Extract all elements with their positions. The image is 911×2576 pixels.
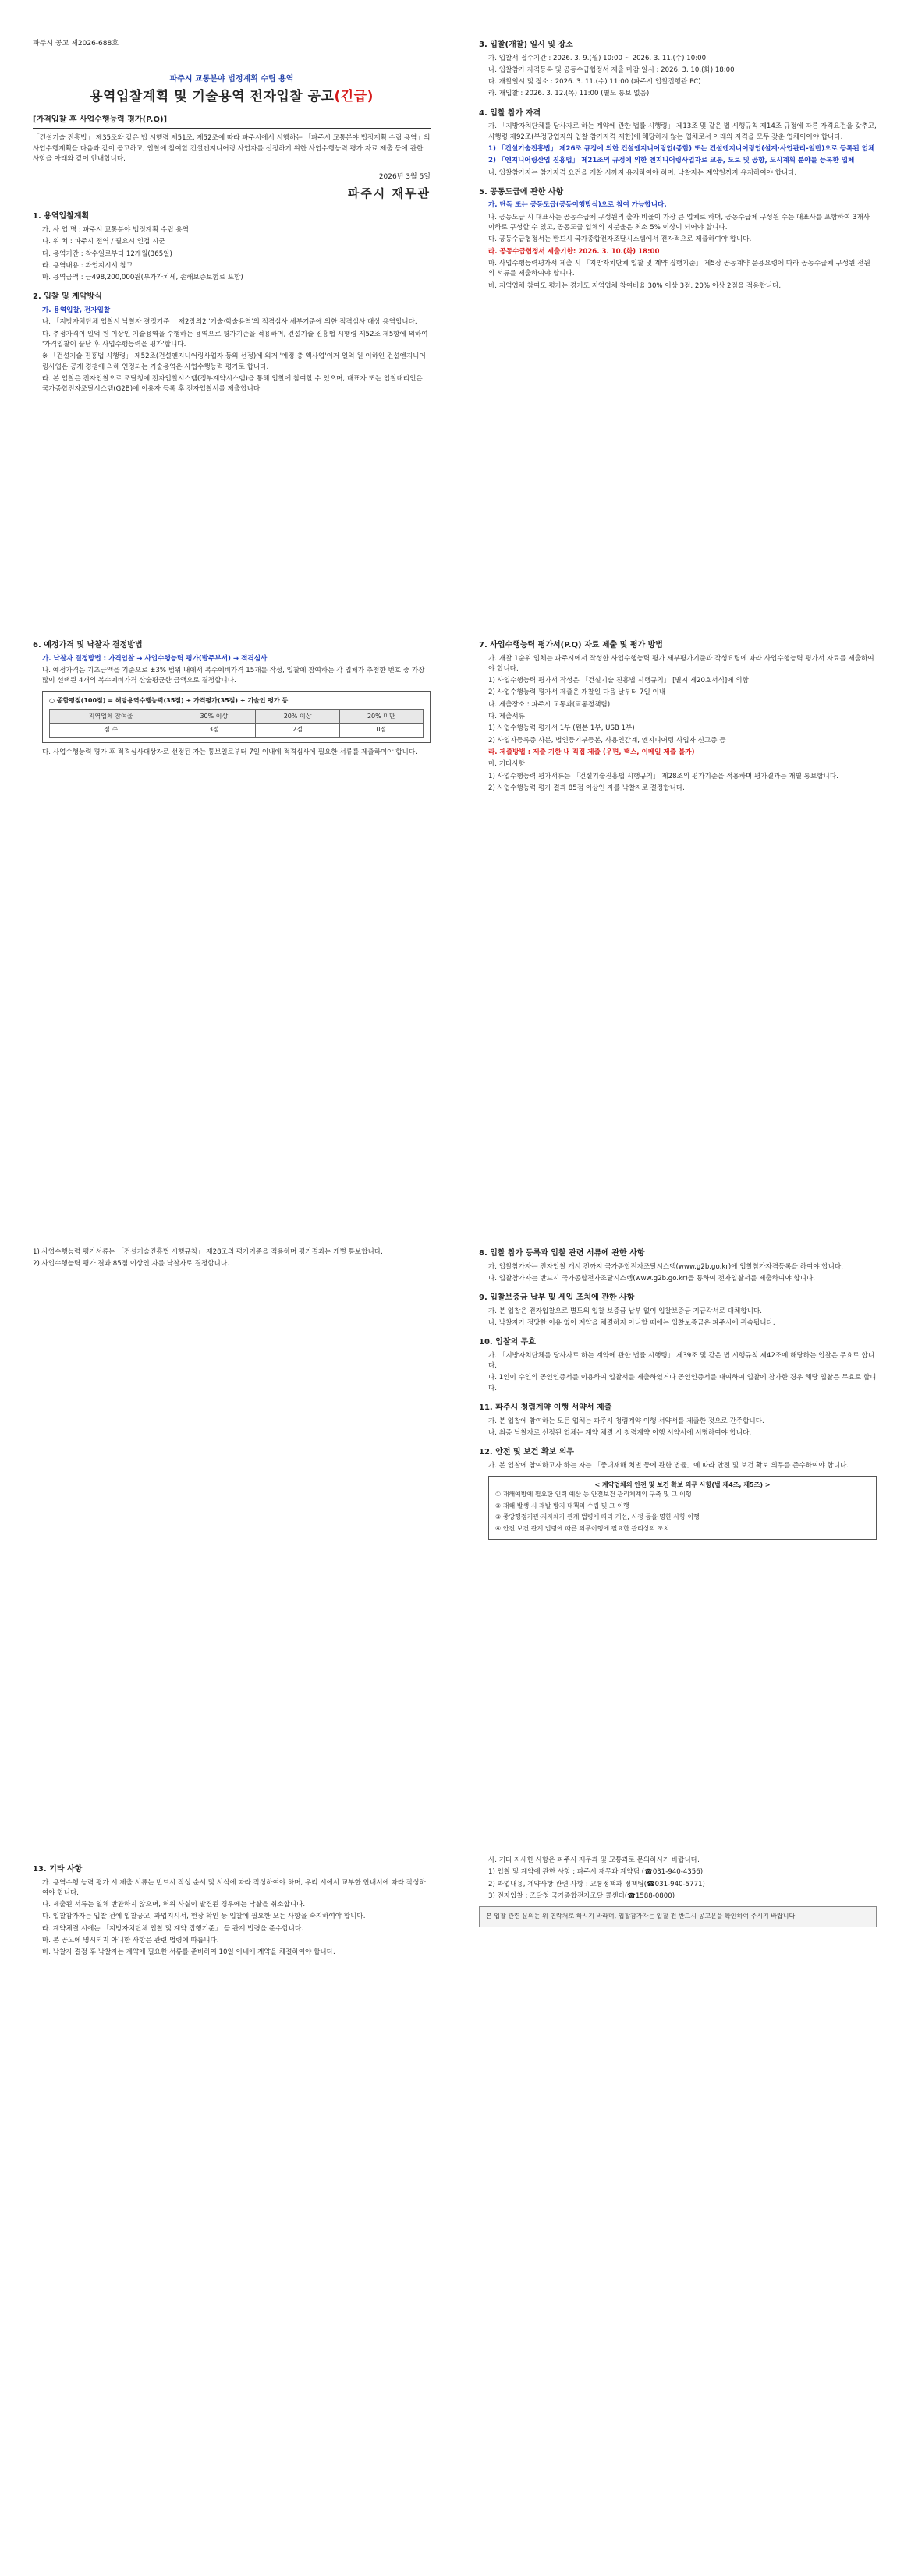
section-11-body	[479, 1417, 877, 1439]
table-row	[50, 724, 424, 737]
section-9-body	[479, 1307, 877, 1329]
s7-c1: 1) 사업수행능력 평가서 1부 (원본 1부, USB 1부)	[488, 724, 635, 733]
section-3-list	[479, 54, 877, 100]
s11-b: 나. 최종 낙찰자로 선정된 업체는 계약 체결 시 청렴계약 이행 서약서에 서명하여야 합니다.	[488, 1428, 752, 1437]
table-cell: 0점	[339, 724, 423, 737]
s2-note: ※ 「건설기술 진흥법 시행령」 제52조(건설엔지니어링사업자 등의 선정)에 의거 '예정 총 액사업'이거 일억 원 이하인 건설엔지니어링사업은 공개 경쟁에 의해 인정되는 기술용역은 사업수행능력 평가로 합니다.	[42, 352, 426, 371]
s7-b: 나. 제출장소 : 파주시 교통과(교통정책팀)	[488, 700, 611, 709]
s10-a: 가. 「지방자치단체를 당사자로 하는 계약에 관한 법률 시행령」 제39조 및 같은 법 시행규칙 제42조에 해당하는 입찰은 무효로 합니다.	[488, 1351, 875, 1371]
table-header-cell: 지역업체 참여율	[50, 709, 172, 723]
page1-left-column	[33, 39, 431, 396]
s7-a: 가. 개찰 1순위 업체는 파주시에서 작성한 사업수행능력 평가 세부평가기준과 작성요령에 따라 사업수행능력 평가서 자료를 제출하여야 합니다.	[488, 654, 874, 673]
table-cell: 2점	[256, 724, 339, 737]
urgent-label: (긴급)	[334, 89, 374, 105]
section-11-title: 11. 파주시 청렴계약 이행 서약서 제출	[479, 1403, 612, 1412]
issuer: 파주시 재무관	[347, 186, 431, 201]
section-12-title: 12. 안전 및 보건 확보 의무	[479, 1448, 575, 1457]
notice-number: 파주시 공고 제2026-688호	[33, 40, 119, 48]
section-9-title: 9. 입찰보증금 납부 및 세입 조치에 관한 사항	[479, 1293, 635, 1303]
s4-a1: 1) 「건설기술진흥법」 제26조 규정에 의한 건설엔지니어링업(종합) 또는 건설엔지니어링업(설계·사업관리-일반)으로 등록된 업체	[488, 144, 875, 153]
s10-b: 나. 1인이 수인의 공인인증서를 이용하여 입찰서를 제출하였거나 공인인증서를 대여하여 입찰에 참가한 경우 해당 입찰은 무효로 합니다.	[488, 1374, 877, 1392]
contact-item: 1) 입찰 및 계약에 관한 사항 : 파주시 재무과 계약팀 (☎031-940-4356)	[488, 1868, 704, 1877]
table-header-cell: 20% 이상	[256, 709, 339, 723]
s3-item: 라. 재입찰 : 2026. 3. 12.(목) 11:00 (별도 통보 없음)	[488, 90, 650, 98]
s13-f: 바. 낙찰자 결정 후 낙찰자는 계약에 필요한 서류를 준비하여 10일 이내에 계약을 체결하여야 합니다.	[42, 1948, 335, 1957]
s13-b: 나. 제출된 서류는 일체 반환하지 않으며, 허위 사실이 발견된 경우에는 낙찰을 취소합니다.	[42, 1901, 306, 1909]
section-6-body	[33, 654, 431, 758]
safety-box-title: < 계약업체의 안전 및 보건 확보 의무 사항(법 제4조, 제5조) >	[594, 1481, 771, 1488]
section-4-title: 4. 입찰 참가 자격	[479, 108, 541, 118]
s7-a1: 1) 사업수행능력 평가서 작성은 「건설기술 진흥법 시행규칙」 [별지 제20호서식]에 의함	[488, 677, 749, 685]
page4-right-column	[479, 1856, 877, 1927]
section-7-body	[479, 654, 877, 794]
bracket-title: [가격입찰 후 사업수행능력 평가(P.Q)]	[33, 115, 168, 124]
section-8-body	[479, 1262, 877, 1285]
section-2-title: 2. 입찰 및 계약방식	[33, 292, 102, 302]
title-divider	[33, 128, 431, 129]
s9-b: 나. 낙찰자가 정당한 이유 없이 계약을 체결하지 아니할 때에는 입찰보증금은 파주시에 귀속됩니다.	[488, 1318, 775, 1327]
s3-item: 가. 입찰서 접수기간 : 2026. 3. 9.(월) 10:00 ~ 2026. 3. 11.(수) 10:00	[488, 54, 707, 62]
s2-a: 가. 용역입찰, 전자입찰	[42, 306, 111, 314]
section-5-body	[479, 200, 877, 292]
safety-item: ④ 안전·보건 관계 법령에 따른 의무이행에 필요한 관리상의 조치	[495, 1524, 670, 1532]
section-10-body	[479, 1351, 877, 1394]
s1-item: 라. 용역내용 : 과업지시서 참고	[42, 261, 133, 270]
score-title: ○ 종합평점(100점) = 해당용역수행능력(35점) + 가격평가(35점) + 기술인 평가 등	[49, 697, 289, 705]
regional-participation-table	[49, 709, 424, 738]
s1-item: 나. 위 치 : 파주시 전역 / 필요시 인접 시군	[42, 238, 165, 246]
s5-b: 나. 공동도급 시 대표사는 공동수급체 구성원의 출자 비율이 가장 큰 업체로 하며, 공동수급체 구성원 수는 대표사를 포함하여 3개사 이하로 구성할 수 있고, 공동도급 업체의 지분율은 최소 5% 이상이 되어야 합니다.	[488, 213, 870, 232]
section-1-title: 1. 용역입찰계획	[33, 212, 90, 221]
s13-d: 라. 계약체결 시에는 「지방자치단체 입찰 및 계약 집행기준」 등 관계 법령을 준수합니다.	[42, 1924, 303, 1933]
s6-c: 다. 사업수행능력 평가 후 적격심사대상자로 선정된 자는 통보일로부터 7일 이내에 적격심사에 필요한 서류를 제출하여야 합니다.	[42, 748, 417, 756]
s13-g: 사. 기타 자세한 사항은 파주시 재무과 및 교통과로 문의하시기 바랍니다.	[488, 1856, 700, 1864]
s7-e2: 2) 사업수행능력 평가 결과 85점 이상인 자를 낙찰자로 결정합니다.	[488, 784, 685, 792]
s12-a: 가. 본 입찰에 참여하고자 하는 자는 「중대재해 처벌 등에 관한 법률」에 따라 안전 및 보건 확보 의무를 준수하여야 합니다.	[488, 1461, 849, 1470]
s13-e: 마. 본 공고에 명시되지 아니한 사항은 관련 법령에 따릅니다.	[42, 1937, 219, 1945]
section-2-body	[33, 306, 431, 395]
s2-c: 다. 추정가격이 일억 원 이상인 기술용역을 수행하는 용역으로 평가기준을 적용하며, 건설기술 진흥법 시행령 제52조 제5항에 의하여 '가격입찰이 끝난 후 사업수행능력을 평가'합니다.	[42, 330, 428, 349]
main-title-text: 용역입찰계획 및 기술용역 전자입찰 공고	[90, 89, 335, 105]
page2-right-column	[479, 639, 877, 795]
s7-c: 다. 제출서류	[488, 713, 525, 721]
safety-item: ③ 중앙행정기관·지자체가 관계 법령에 따라 개선, 시정 등을 명한 사항 이행	[495, 1513, 700, 1521]
section-12-body	[479, 1461, 877, 1540]
s7-c2: 2) 사업자등록증 사본, 법인등기부등본, 사용인감계, 엔지니어링 사업자 신고증 등	[488, 736, 726, 745]
s6-a: 가. 낙찰자 결정방법 : 가격입찰 → 사업수행능력 평가(발주부서) → 적격심사	[42, 654, 268, 663]
section-10-title: 10. 입찰의 무효	[479, 1338, 536, 1347]
safety-item: ① 재해예방에 필요한 인력 예산 등 안전보건 관리체계의 구축 및 그 이행	[495, 1491, 692, 1499]
contact-item: 2) 과업내용, 계약사항 관련 사항 : 교통정책과 정책팀(☎031-940-5771)	[488, 1880, 705, 1888]
s8-a: 가. 입찰참가자는 전자입찰 개시 전까지 국가종합전자조달시스템(www.g2b.go.kr)에 입찰참가자격등록을 하여야 합니다.	[488, 1262, 843, 1271]
page3-right-column	[479, 1247, 877, 1540]
s8-b: 나. 입찰참가자는 반드시 국가종합전자조달시스템(www.g2b.go.kr)을 통하여 전자입찰서를 제출하여야 합니다.	[488, 1274, 815, 1283]
main-title	[33, 87, 431, 107]
s3-item: 나. 입찰참가 자격등록 및 공동수급협정서 제출 마감 일시 : 2026. 3. 10.(화) 18:00	[488, 65, 735, 74]
table-header-cell: 30% 이상	[172, 709, 256, 723]
section-8-title: 8. 입찰 참가 등록과 입찰 관련 서류에 관한 사항	[479, 1249, 645, 1258]
section-13-body	[33, 1878, 431, 1959]
table-header-cell: 20% 미만	[339, 709, 423, 723]
notice-date: 2026년 3월 5일	[378, 173, 431, 182]
s5-d: 라. 공동수급협정서 제출기한: 2026. 3. 10.(화) 18:00	[488, 247, 660, 256]
s1-item: 마. 용역금액 : 금498,200,000원(부가가치세, 손해보증보험료 포함)	[42, 274, 243, 282]
section-3-title: 3. 입찰(개찰) 일시 및 장소	[479, 41, 573, 49]
section-5-title: 5. 공동도급에 관한 사항	[479, 187, 564, 196]
sub-title: 파주시 교통분야 법정계획 수립 용역	[169, 74, 294, 83]
page2-left-column	[33, 639, 431, 759]
s5-e: 마. 사업수행능력평가서 제출 시 「지방자치단체 입찰 및 계약 집행기준」 제5장 공동계약 운용요령에 따라 공동수급체 구성원 전원의 서류를 제출하여야 합니다.	[488, 259, 870, 278]
s7-d: 라. 제출방법 : 제출 기한 내 직접 제출 (우편, 팩스, 이메일 제출 불가)	[488, 748, 695, 756]
section-4-body	[479, 122, 877, 179]
section-6-title: 6. 예정가격 및 낙찰자 결정방법	[33, 641, 143, 649]
p3-continuation: 1) 사업수행능력 평가서류는 「건설기술진흥법 시행규칙」 제28조의 평가기준을 적용하며 평가결과는 개별 통보합니다.	[33, 1248, 383, 1256]
table-cell: 3점	[172, 724, 256, 737]
page1-right-column	[479, 39, 877, 293]
safety-item: ② 재해 발생 시 재발 방지 대책의 수립 및 그 이행	[495, 1502, 629, 1509]
s7-e: 마. 기타사항	[488, 760, 525, 769]
s5-c: 다. 공동수급협정서는 반드시 국가종합전자조달시스템에서 전자적으로 제출하여야 합니다.	[488, 235, 752, 244]
s3-item: 다. 개찰일시 및 장소 : 2026. 3. 11.(수) 11:00 (파주시 입찰집행관 PC)	[488, 78, 701, 87]
s6-b: 나. 예정가격은 기초금액을 기준으로 ±3% 범위 내에서 복수예비가격 15개를 작성, 입찰에 참여하는 각 업체가 추첨한 번호 중 가장 많이 선택된 4개의 복수예비가격 산술평균한 금액으로 결정합니다.	[42, 666, 425, 685]
s4-b: 나. 입찰참가자는 참가자격 요건을 개찰 시까지 유지하여야 하며, 낙찰자는 계약일까지 유지하여야 합니다.	[488, 168, 797, 177]
s9-a: 가. 본 입찰은 전자입찰으로 별도의 입찰 보증금 납부 없이 입찰보증금 지급각서로 대체합니다.	[488, 1307, 762, 1315]
score-box	[42, 691, 431, 742]
s5-a: 가. 단독 또는 공동도급(공동이행방식)으로 참여 가능합니다.	[488, 201, 667, 210]
table-cell: 점 수	[50, 724, 172, 737]
s1-item: 다. 용역기간 : 착수일로부터 12개월(365일)	[42, 249, 172, 258]
section-7-title: 7. 사업수행능력 평가서(P.Q) 자료 제출 및 평가 방법	[479, 641, 663, 649]
section-1-list	[33, 225, 431, 284]
s1-item: 가. 사 업 명 : 파주시 교통분야 법정계획 수립 용역	[42, 225, 189, 234]
s4-a: 가. 「지방자치단체를 당사자로 하는 계약에 관한 법률 시행령」 제13조 및 같은 법 시행규칙 제14조 규정에 따른 자격요건을 갖추고, 시행령 제92조(부정당업자의 입찰 참가자격 제한)에 해당하지 않는 업체로서 아래의 자격을 모두 갖춘 업체이어야 합니다.	[488, 122, 877, 141]
s4-a2: 2) 「엔지니어링산업 진흥법」 제21조의 규정에 의한 엔지니어링사업자로 교통, 도로 및 공항, 도시계획 분야를 등록한 업체	[488, 157, 855, 165]
s13-a: 가. 용역수행 능력 평가 시 제출 서류는 반드시 작성 순서 및 서식에 따라 작성하여야 하며, 우리 시에서 교부한 안내서에 따라 작성하여야 합니다.	[42, 1878, 426, 1897]
safety-duty-box	[488, 1476, 877, 1540]
s2-b: 나. 「지방자치단체 입찰시 낙찰자 결정기준」 제2장의2 '기술·학술용역'의 적격심사 세부기준에 의한 적격심사 대상 용역입니다.	[42, 318, 417, 327]
page3-left-column	[33, 1247, 431, 1272]
s2-d: 라. 본 입찰은 전자입찰으로 조달청에 전자입찰시스템(정부계약시스템)을 통해 입찰에 참여할 수 있으며, 대표자 또는 입찰대리인은 국가종합전자조달시스템(G2B)에 이용자 등록 후 전자입찰서를 제출합니다.	[42, 374, 423, 394]
s7-e1: 1) 사업수행능력 평가서류는 「건설기술진흥법 시행규칙」 제28조의 평가기준을 적용하며 평가결과는 개별 통보합니다.	[488, 772, 838, 780]
page4-left-column	[33, 1856, 431, 1960]
p3-continuation: 2) 사업수행능력 평가 결과 85점 이상인 자를 낙찰자로 결정합니다.	[33, 1260, 229, 1269]
footer-notice-box: 본 입찰 관련 문의는 위 연락처로 하시기 바라며, 입찰참가자는 입찰 전 반드시 공고문을 확인하여 주시기 바랍니다.	[479, 1906, 877, 1927]
contact-list	[479, 1856, 877, 1902]
s11-a: 가. 본 입찰에 참여하는 모든 업체는 파주시 청렴계약 이행 서약서를 제출한 것으로 간주합니다.	[488, 1417, 764, 1425]
s5-f: 바. 지역업체 참여도 평가는 경기도 지역업체 참여비율 30% 이상 3점, 20% 이상 2점을 적용합니다.	[488, 281, 782, 290]
contact-item: 3) 전자입찰 : 조달청 국가종합전자조달 콜센터(☎1588-0800)	[488, 1891, 675, 1900]
s13-c: 다. 입찰참가자는 입찰 전에 입찰공고, 과업지시서, 현장 확인 등 입찰에 필요한 모든 사항을 숙지하여야 합니다.	[42, 1913, 366, 1921]
intro-paragraph: 「건설기술 진흥법」 제35조와 같은 법 시행령 제51조, 제52조에 따라 파주시에서 시행하는 「파주시 교통분야 법정계획 수립 용역」의 사업수행계획을 다음과 같이 공고하고, 입찰에 참여할 건설엔지니어링 사업자를 선정하기 위한 사업수행능력 평가 자료 제출 등에 관한 사항을 아래와 같이 안내합니다.	[33, 134, 431, 163]
section-13-title: 13. 기타 사항	[33, 1865, 83, 1874]
s7-a2: 2) 사업수행능력 평가서 제출은 개찰일 다음 날부터 7일 이내	[488, 688, 666, 697]
